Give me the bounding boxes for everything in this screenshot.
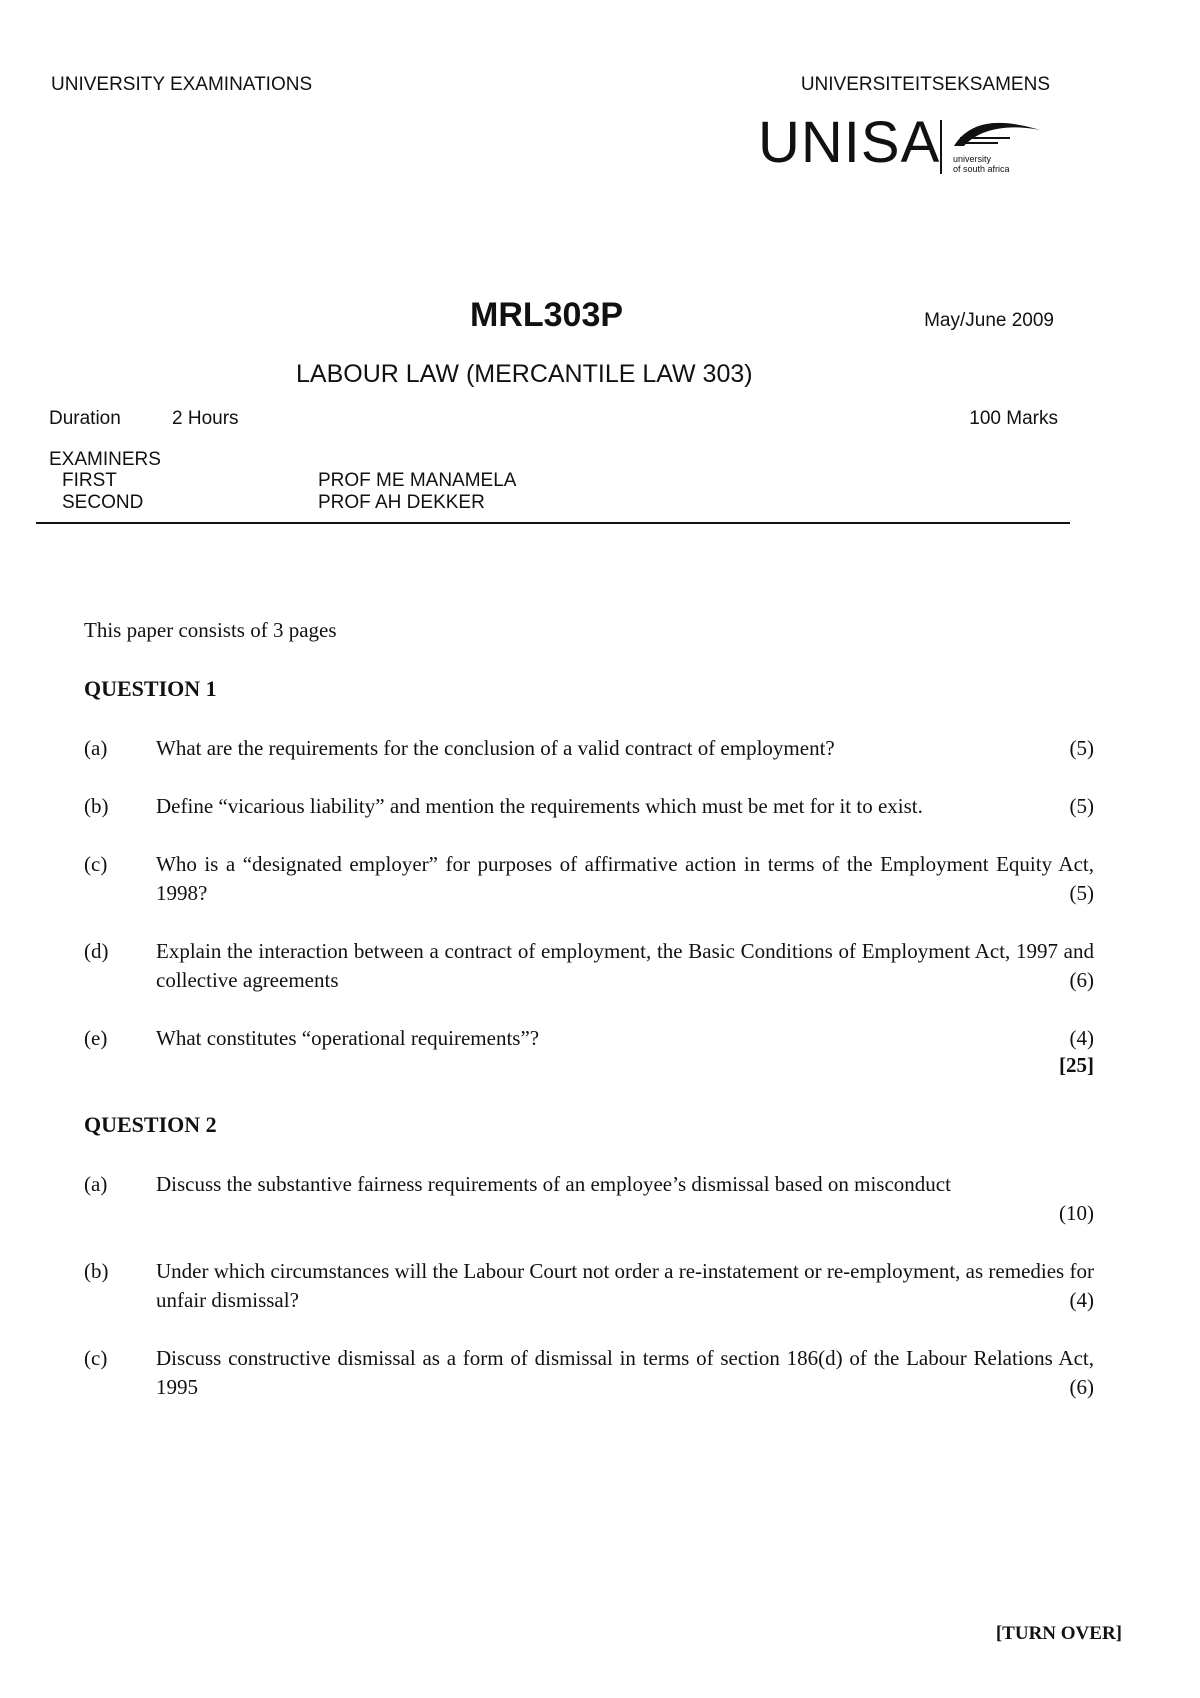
item-marks: (10) <box>1059 1201 1094 1225</box>
question-1-total: [25] <box>1059 1053 1094 1077</box>
course-code: MRL303P <box>470 296 624 334</box>
item-marks: (5) <box>1069 881 1094 905</box>
item-label: (c) <box>84 852 108 876</box>
logo-subtitle-line1: university <box>953 154 992 164</box>
first-examiner-label: FIRST <box>62 470 117 491</box>
item-marks: (5) <box>1069 736 1094 760</box>
item-label: (c) <box>84 1346 108 1370</box>
question-item <box>84 1344 1094 1404</box>
item-marks: (6) <box>1069 968 1094 992</box>
examiners-label: EXAMINERS <box>49 449 161 470</box>
item-label: (e) <box>84 1026 108 1050</box>
header-divider <box>36 522 1070 524</box>
exam-date: May/June 2009 <box>924 310 1054 331</box>
item-label: (d) <box>84 939 109 963</box>
question-2-heading: QUESTION 2 <box>84 1112 217 1137</box>
header-left-text: UNIVERSITY EXAMINATIONS <box>51 74 313 95</box>
item-label: (a) <box>84 736 108 760</box>
course-title: LABOUR LAW (MERCANTILE LAW 303) <box>296 360 753 388</box>
item-text: What are the requirements for the conclusion of a valid contract of employment? <box>156 736 835 760</box>
second-examiner-name: PROF AH DEKKER <box>318 492 485 513</box>
question-item <box>84 1257 1094 1317</box>
duration-value: 2 Hours <box>172 408 239 429</box>
question-1-heading: QUESTION 1 <box>84 676 217 701</box>
item-marks: (6) <box>1069 1375 1094 1399</box>
logo-subtitle-line2: of south africa <box>953 164 1010 174</box>
question-item <box>84 850 1094 910</box>
logo-swoosh-icon <box>950 116 1042 150</box>
turn-over-note: [TURN OVER] <box>995 1623 1122 1644</box>
question-item <box>84 792 1094 822</box>
item-label: (b) <box>84 794 109 818</box>
duration-label: Duration <box>49 408 121 429</box>
first-examiner-name: PROF ME MANAMELA <box>318 470 517 491</box>
item-text: Under which circumstances will the Labour Court not order a re-instatement or re-employment, as remedies for unfair dismissal? <box>156 1259 1094 1312</box>
question-item <box>84 937 1094 997</box>
total-marks: 100 Marks <box>969 408 1058 429</box>
item-marks: (4) <box>1069 1026 1094 1050</box>
intro-text: This paper consists of 3 pages <box>84 618 337 642</box>
item-marks: (5) <box>1069 794 1094 818</box>
question-item <box>84 1024 1094 1054</box>
item-label: (a) <box>84 1172 108 1196</box>
logo-wordmark: UNISA <box>758 110 941 175</box>
item-marks: (4) <box>1069 1288 1094 1312</box>
item-text: Discuss constructive dismissal as a form of dismissal in terms of section 186(d) of the Labour Relations Act, 1995 <box>156 1346 1094 1399</box>
item-text: Define “vicarious liability” and mention the requirements which must be met for it to exist. <box>156 794 923 818</box>
question-item <box>84 1170 1094 1230</box>
header-right-text: UNIVERSITEITSEKSAMENS <box>800 74 1050 95</box>
item-text: Explain the interaction between a contract of employment, the Basic Conditions of Employment Act, 1997 and collective agreements <box>156 939 1094 992</box>
item-text: What constitutes “operational requirements”? <box>156 1026 540 1050</box>
item-text: Discuss the substantive fairness requirements of an employee’s dismissal based on misconduct <box>156 1172 951 1196</box>
second-examiner-label: SECOND <box>62 492 144 513</box>
item-label: (b) <box>84 1259 109 1283</box>
item-text: Who is a “designated employer” for purposes of affirmative action in terms of the Employment Equity Act, 1998? <box>156 852 1094 905</box>
question-item <box>84 734 1094 764</box>
logo-divider <box>940 120 942 174</box>
unisa-logo <box>758 112 1058 182</box>
